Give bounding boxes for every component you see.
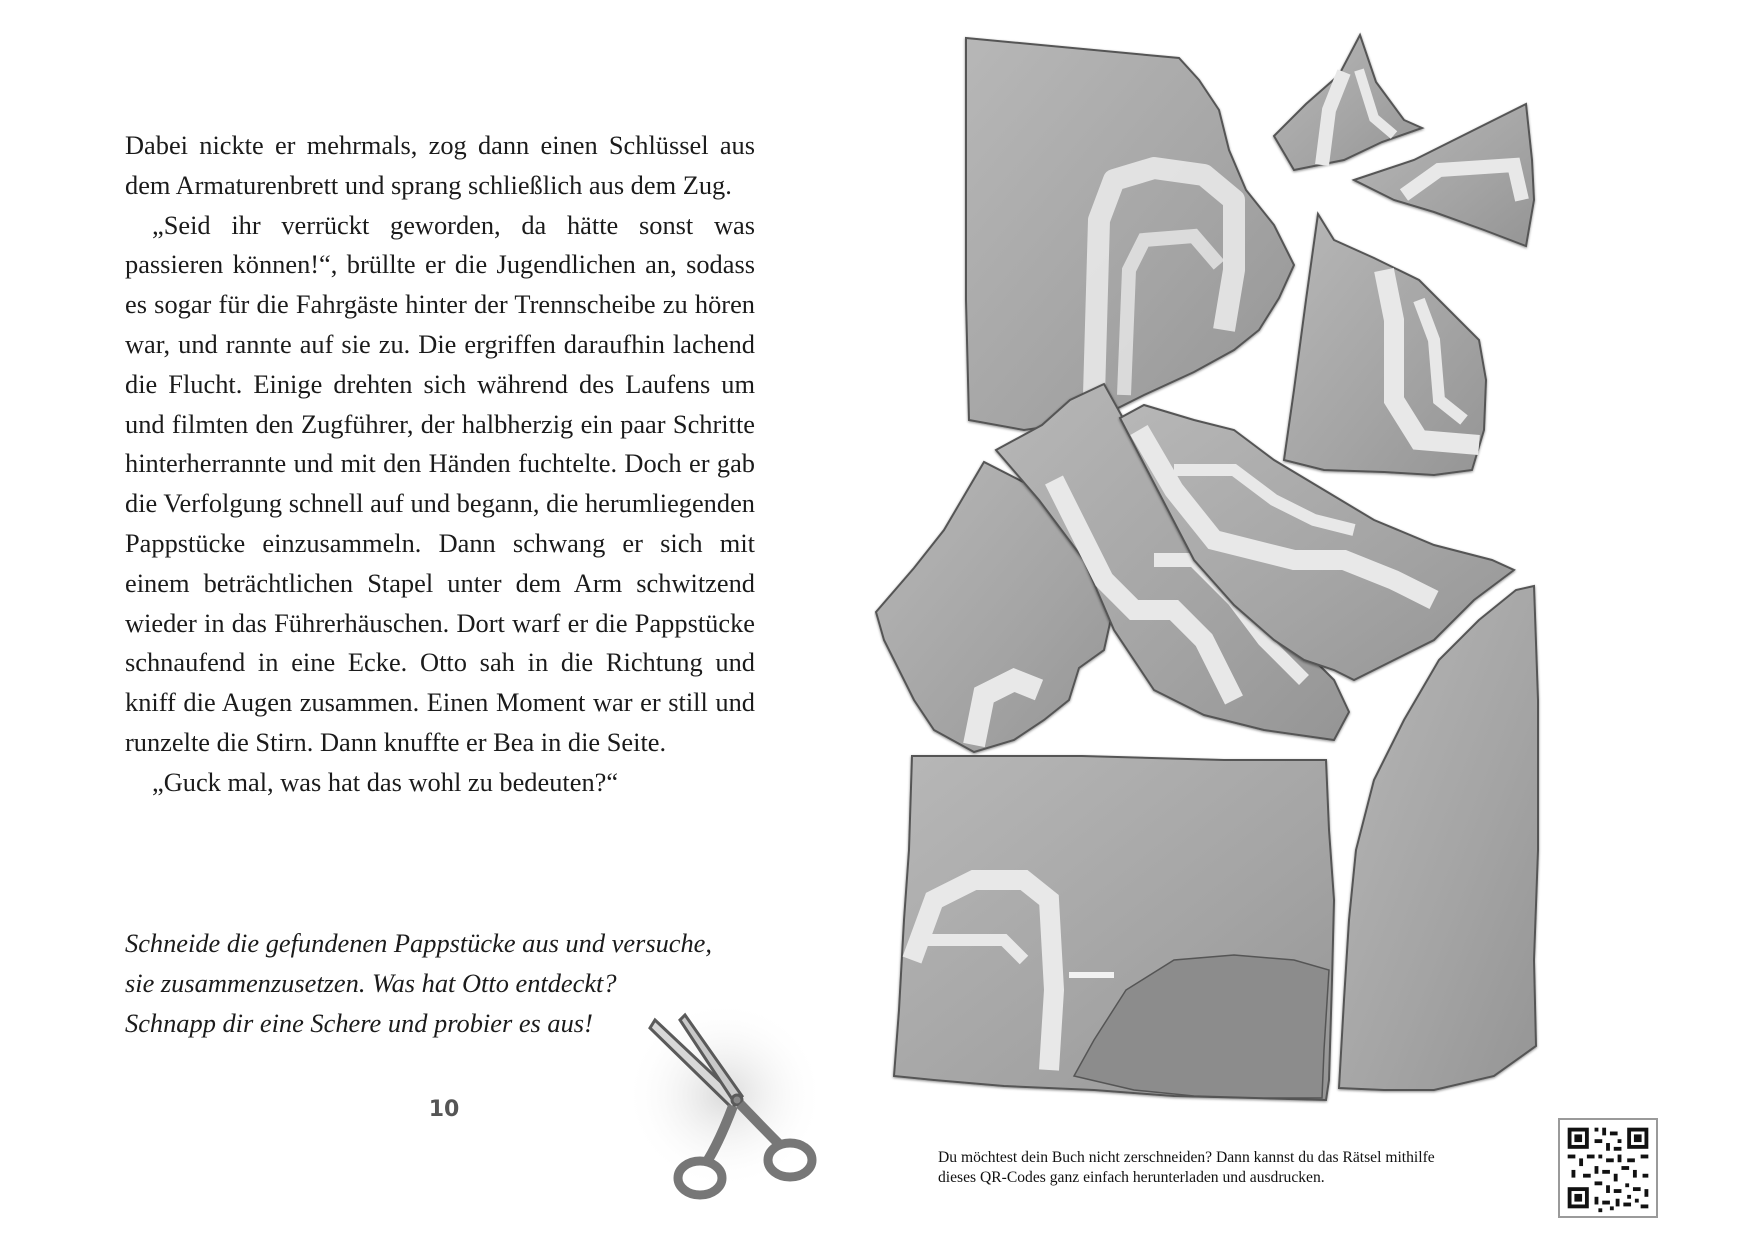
page-number: 10 [428, 1097, 460, 1122]
instruction-line-2: sie zusammenzusetzen. Was hat Otto entdeckt? [125, 967, 617, 998]
cardboard-pieces [874, 0, 1748, 1240]
story-paragraph-2: „Seid ihr verrückt geworden, da hätte sonst was passieren können!“, brüllte er die Jugendlichen an, sodass es sogar für die Fahrgäste hinter der Trennscheibe zu hören war, und rannte auf sie zu. Die ergriffen daraufhin lachend die Flucht. Einige drehten sich während des Laufens um und filmten den Zugführer, der halbherzig ein paar Schritte hinterherrannte und mit den Händen fuchtelte. Doch er gab die Verfolgung schnell auf und begann, die herumliegenden Pappstücke einzusammeln. Dann schwang er sich mit einem beträchtlichen Stapel unter dem Arm schwitzend wieder in das Führerhäuschen. Dort warf er die Pappstücke schnaufend in eine Ecke. Otto sah in die Richtung und kniff die Augen zusammen. Einen Moment war er still und runzelte die Stirn. Dann knuffte er Bea in die Seite. [125, 209, 755, 757]
scissors-icon [630, 1000, 840, 1210]
story-paragraph-3: „Guck mal, was hat das wohl zu bedeuten?“ [152, 766, 619, 797]
right-page [874, 0, 1748, 1240]
story-text [125, 126, 755, 803]
cardboard-piece-2[interactable] [1274, 35, 1422, 170]
story-paragraph-1: Dabei nickte er mehrmals, zog dann einen Schlüssel aus dem Armaturenbrett und sprang schließlich aus dem Zug. [125, 130, 755, 200]
instruction-line-1: Schneide die gefundenen Pappstücke aus und versuche, [125, 928, 712, 958]
qr-hint-text: Du möchtest dein Buch nicht zerschneiden? Dann kannst du das Rätsel mithilfe dieses QR-Codes ganz einfach herunterladen und ausdrucken. [938, 1149, 1435, 1186]
qr-code-icon[interactable] [1558, 1118, 1658, 1218]
instruction-line-3: Schnapp dir eine Schere und probier es aus! [125, 1007, 593, 1038]
